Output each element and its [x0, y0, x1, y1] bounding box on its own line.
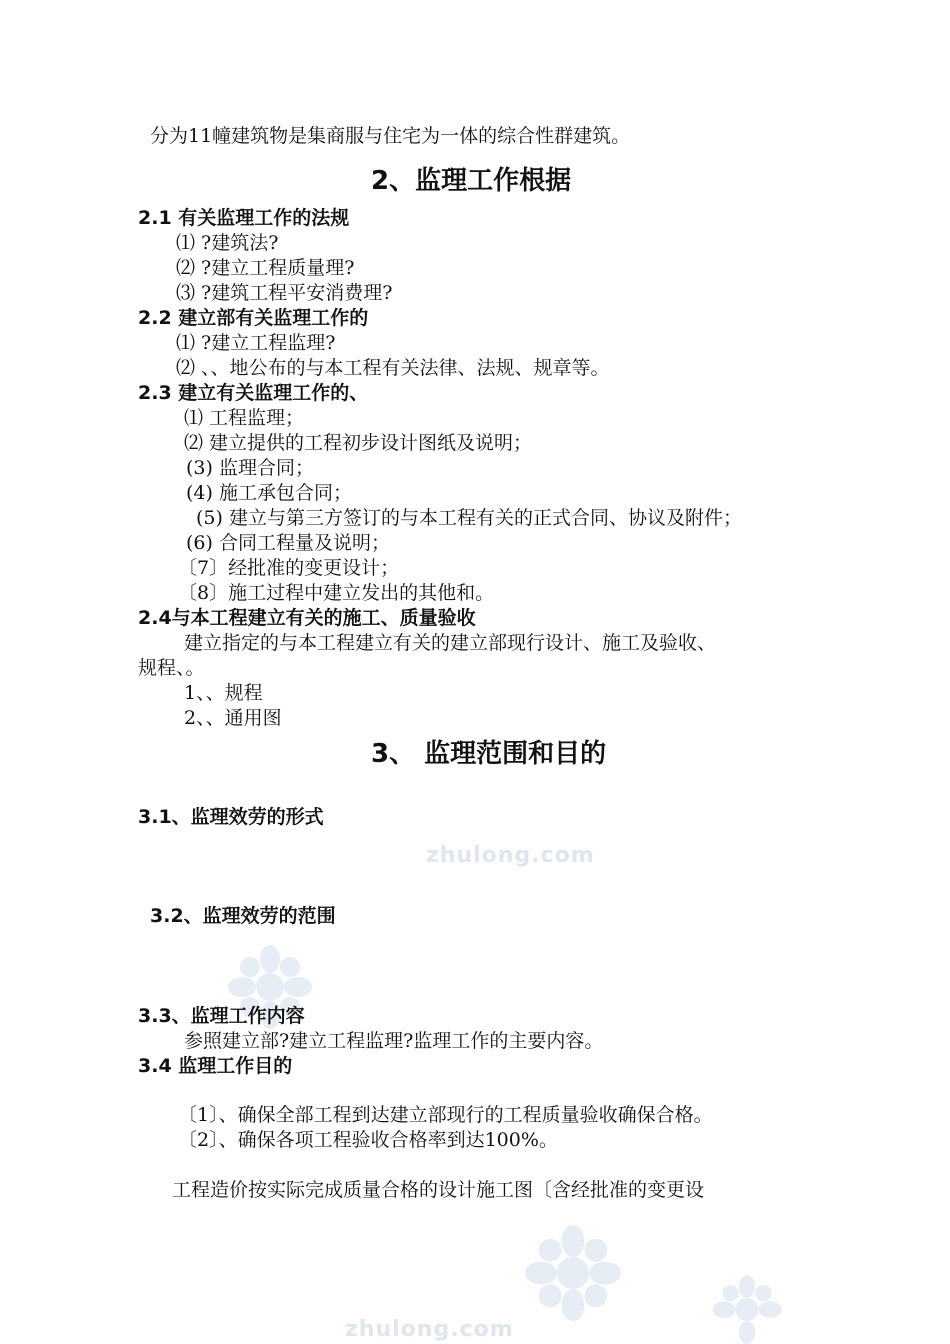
list-item: ⑶ ?建筑工程平安消费理? — [176, 282, 393, 304]
watermark-text: zhulong.com — [345, 1317, 514, 1342]
subsection-heading: 2.1 有关监理工作的法规 — [138, 207, 350, 229]
list-item: ⑴ ?建立工程监理? — [176, 332, 336, 354]
list-item: ⑴ ?建筑法? — [176, 232, 279, 254]
watermark-text: zhulong.com — [426, 843, 595, 868]
subsection-heading: 2.2 建立部有关监理工作的 — [138, 307, 369, 329]
list-item: ⑴ 工程监理； — [184, 407, 305, 429]
list-item: (5) 建立与第三方签订的与本工程有关的正式合同、协议及附件； — [196, 507, 742, 529]
list-item: (6) 合同工程量及说明； — [186, 532, 390, 554]
body-paragraph: 分为11幢建筑物是集商服与住宅为一体的综合性群建筑。 — [150, 125, 631, 147]
body-paragraph: 参照建立部?建立工程监理?监理工作的主要内容。 — [184, 1030, 604, 1052]
subsection-heading: 3.2、监理效劳的范围 — [150, 905, 336, 927]
subsection-heading: 2.4与本工程建立有关的施工、质量验收 — [138, 607, 476, 629]
list-item: 〔7〕经批准的变更设计； — [178, 557, 400, 579]
section-heading: 2、监理工作根据 — [371, 166, 572, 196]
list-item: (4) 施工承包合同； — [186, 482, 352, 504]
list-item: 〔1〕、确保全部工程到达建立部现行的工程质量验收确保合格。 — [178, 1104, 713, 1126]
watermark-logo-icon — [712, 1275, 782, 1344]
list-item: ⑵ ?建立工程质量理? — [176, 257, 355, 279]
subsection-heading: 3.1、监理效劳的形式 — [138, 806, 324, 828]
list-item: (3) 监理合同； — [186, 457, 314, 479]
list-item: ⑵ 、、地公布的与本工程有关法律、法规、规章等。 — [176, 357, 610, 379]
list-item: 2、、通用图 — [184, 707, 282, 729]
list-item: 〔8〕施工过程中建立发出的其他和。 — [178, 582, 495, 604]
list-item: ⑵ 建立提供的工程初步设计图纸及说明； — [184, 432, 533, 454]
subsection-heading: 2.3 建立有关监理工作的、 — [138, 382, 369, 404]
list-item: 〔2〕、确保各项工程验收合格率到达100%。 — [178, 1129, 558, 1151]
watermark-logo-icon — [525, 1225, 621, 1321]
body-paragraph: 建立指定的与本工程建立有关的建立部现行设计、施工及验收、 — [184, 632, 717, 654]
body-paragraph: 工程造价按实际完成质量合格的设计施工图〔含经批准的变更设 — [172, 1179, 705, 1201]
section-heading: 3、 监理范围和目的 — [371, 739, 607, 769]
list-item: 1、、规程 — [184, 682, 263, 704]
subsection-heading: 3.4 监理工作目的 — [138, 1055, 293, 1077]
subsection-heading: 3.3、监理工作内容 — [138, 1005, 305, 1027]
body-paragraph: 规程、。 — [138, 657, 205, 679]
